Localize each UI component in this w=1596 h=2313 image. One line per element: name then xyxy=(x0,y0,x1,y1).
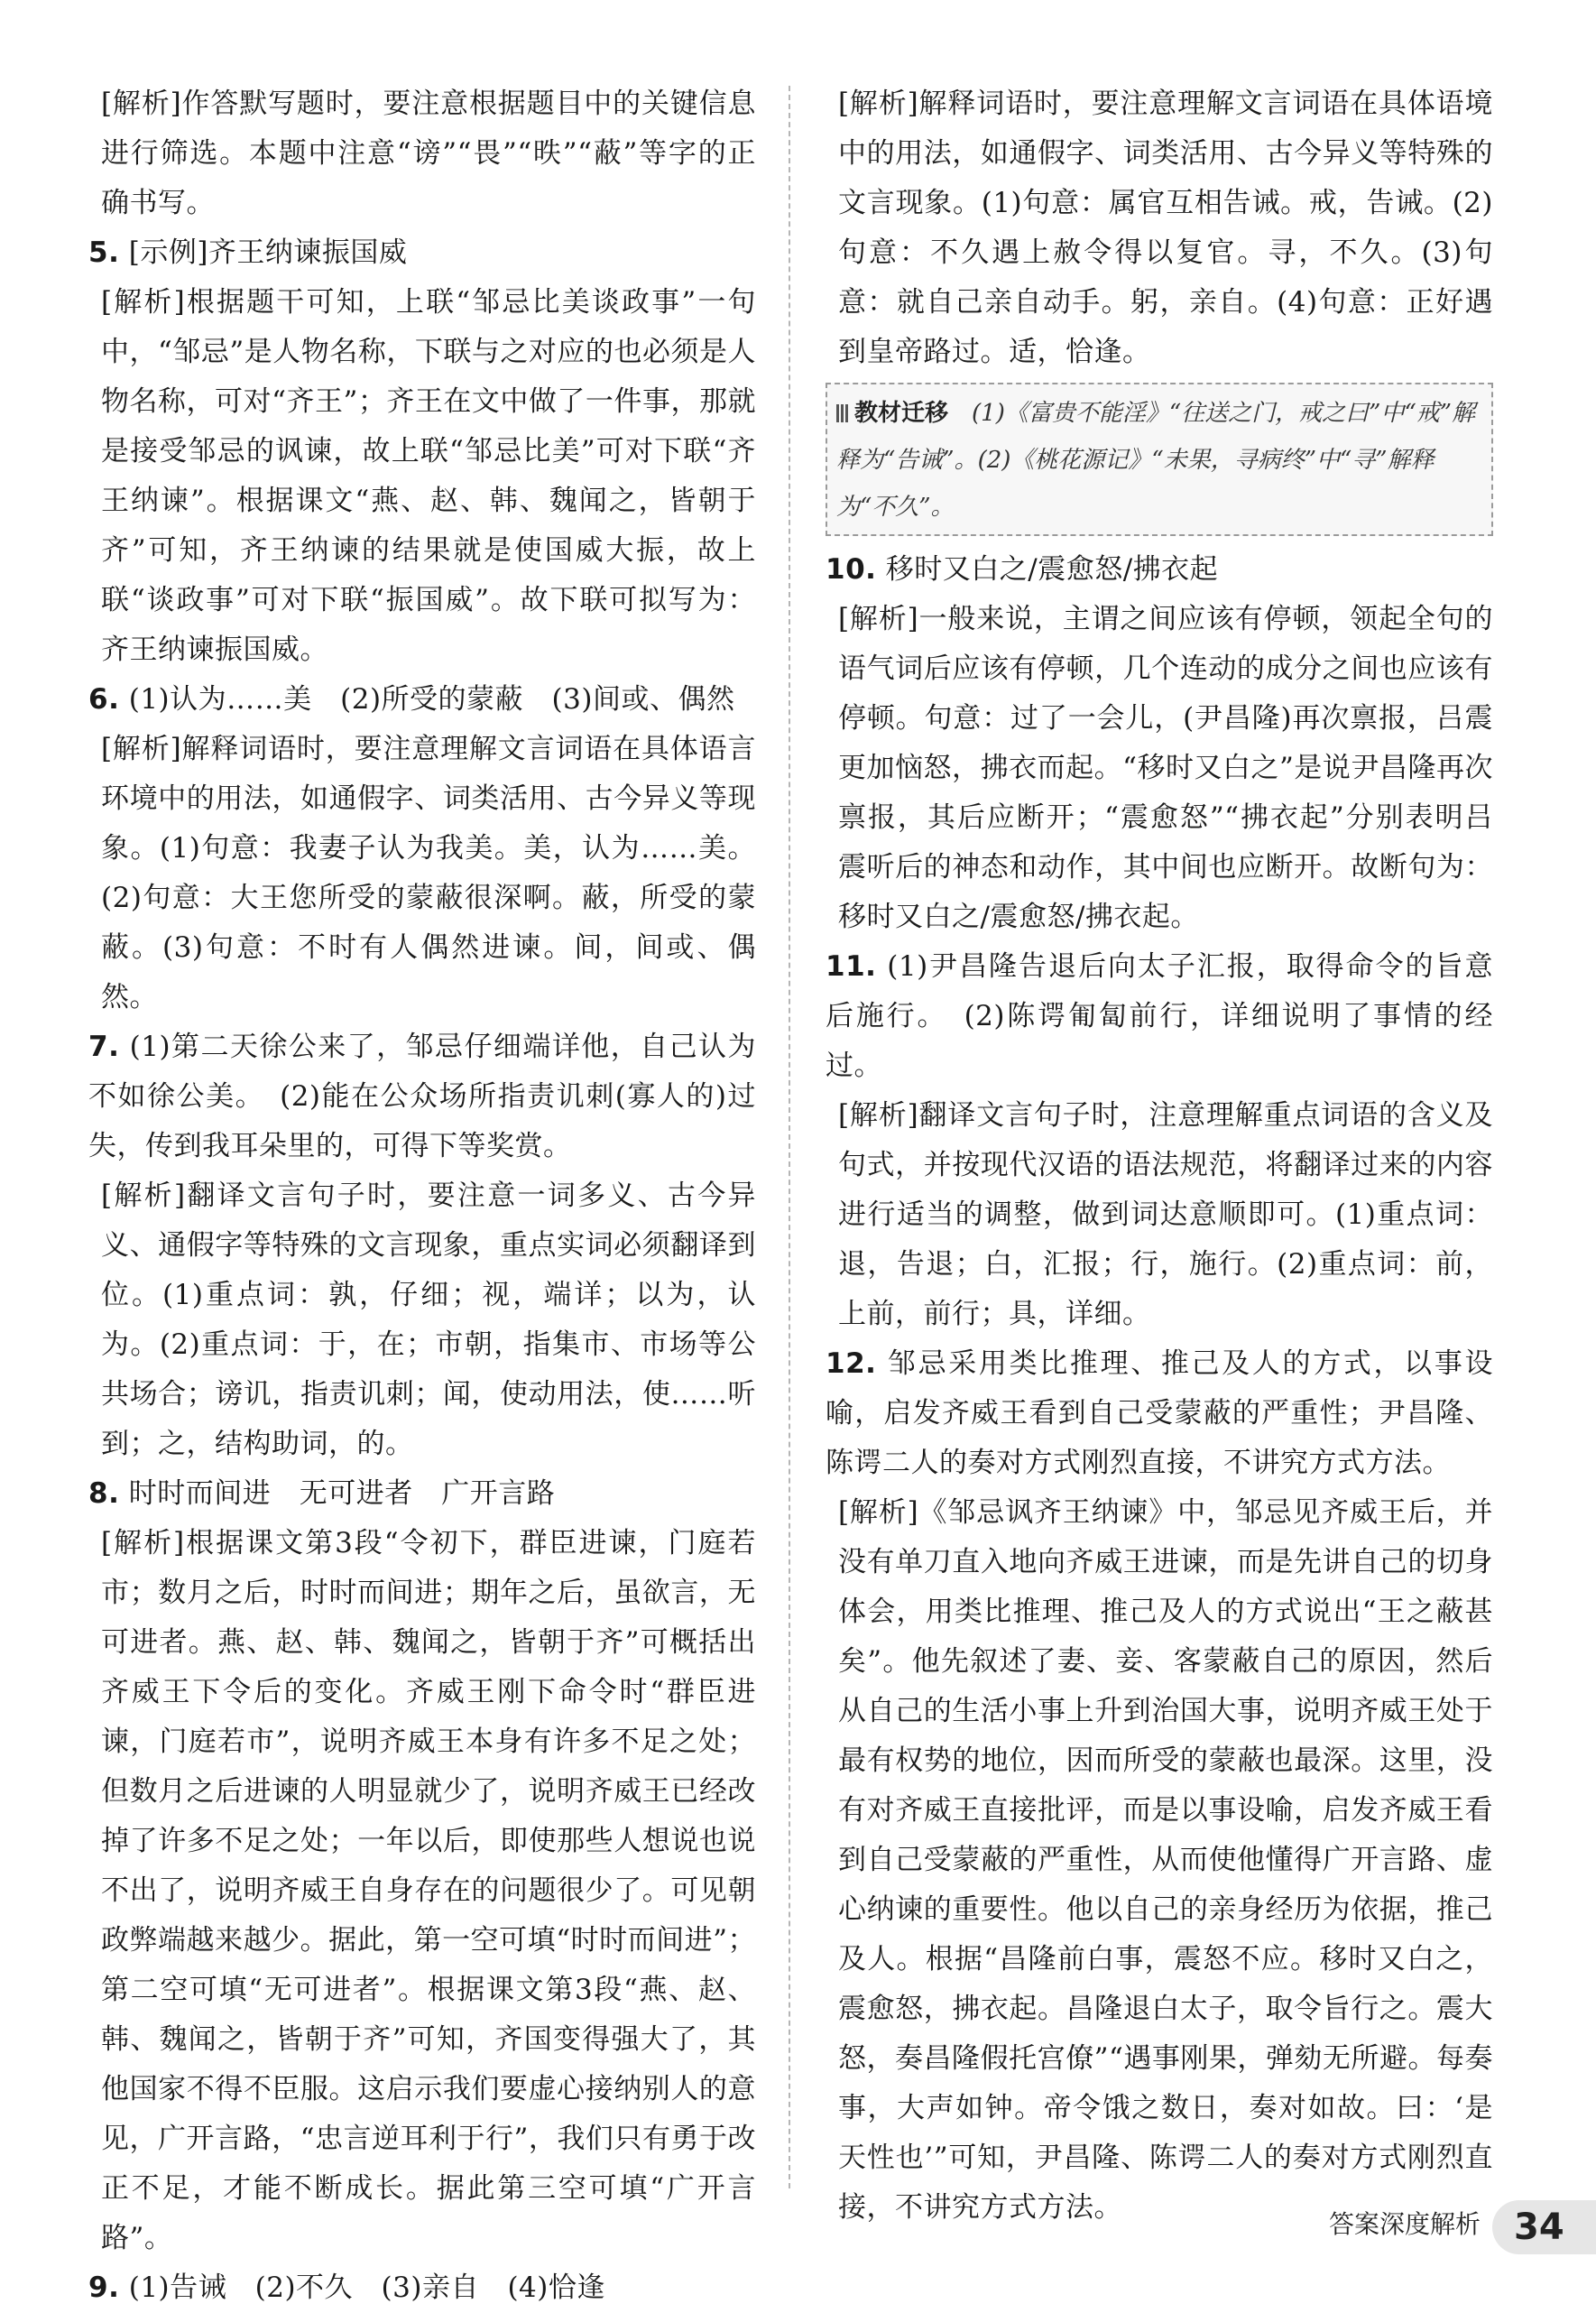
question-number: 9. xyxy=(88,2271,120,2304)
answer-analysis: [解析]根据题干可知，上联“邹忌比美谈政事”一句中，“邹忌”是人物名称，下联与之对应的也必须是人物名称，可对“齐王”；齐王在文中做了一件事，那就是接受邹忌的讽谏，故上联“邹忌比美”可对下联“齐王纳谏”。根据课文“燕、赵、韩、魏闻之，皆朝于齐”可知，齐王纳谏的结果就是使国威大振，故上联“谈政事”可对下联“振国威”。故下联可拟写为：齐王纳谏振国威。 xyxy=(101,286,756,666)
box-title: 教材迁移 xyxy=(854,400,949,427)
answer-analysis: [解析]《邹忌讽齐王纳谏》中，邹忌见齐威王后，并没有单刀直入地向齐威王进谏，而是先讲自己的切身体会，用类比推理、推己及人的方式说出“王之蔽甚矣”。他先叙述了妻、妾、客蒙蔽自己的原因，然后从自己的生活小事上升到治国大事，说明齐威王处于最有权势的地位，因而所受的蒙蔽也最深。这里，没有对齐威王直接批评，而是以事设喻，启发齐威王看到自己受蒙蔽的严重性，从而使他懂得广开言路、虚心纳谏的重要性。他以自己的亲身经历为依据，推己及人。根据“昌隆前白事，震怒不应。移时又白之，震愈怒，拂衣起。昌隆退白太子，取令旨行之。震大怒，奏昌隆假托宫僚”“遇事刚果，弹劾无所避。每奏事，大声如钟。帝令饿之数日，奏对如故。曰：‘是天性也’”可知，尹昌隆、陈谔二人的奏对方式刚烈直接，不讲究方式方法。 xyxy=(838,1496,1493,2224)
footer-label: 答案深度解析 xyxy=(1328,2209,1481,2239)
answer-item: 11. (1)尹昌隆告退后向太子汇报，取得命令的旨意后施行。 (2)陈谔匍匐前行，详细说明了事情的经过。 xyxy=(826,950,1493,1082)
answer-analysis: [解析]一般来说，主谓之间应该有停顿，领起全句的语气词后应该有停顿，几个连动的成分之间也应该有停顿。句意：过了一会儿，(尹昌隆)再次禀报，吕震更加恼怒，拂衣而起。“移时又白之”是说尹昌隆再次禀报，其后应断开；“震愈怒”“拂衣起”分别表明吕震听后的神态和动作，其中间也应断开。故断句为：移时又白之/震愈怒/拂衣起。 xyxy=(838,603,1493,933)
question-number: 11. xyxy=(826,950,877,983)
answer-item: 6. (1)认为……美 (2)所受的蒙蔽 (3)间或、偶然 xyxy=(88,683,735,716)
answer-item: 7. (1)第二天徐公来了，邹忌仔细端详他，自己认为不如徐公美。 (2)能在公众场所指责讥刺(寡人的)过失，传到我耳朵里的，可得下等奖赏。 xyxy=(88,1031,756,1162)
right-column xyxy=(826,79,1493,2233)
question-number: 6. xyxy=(88,683,120,716)
answer-item: 8. 时时而间进 无可进者 广开言路 xyxy=(88,1477,556,1510)
question-number: 7. xyxy=(88,1031,120,1063)
question-number: 8. xyxy=(88,1477,120,1510)
answer-analysis: [解析]翻译文言句子时，要注意一词多义、古今异义、通假字等特殊的文言现象，重点实词必须翻译到位。(1)重点词：孰，仔细；视，端详；以为，认为。(2)重点词：于，在；市朝，指集市、市场等公共场合；谤讥，指责讥刺；闻，使动用法，使……听到；之，结构助词，的。 xyxy=(101,1180,756,1460)
answer-item: 10. 移时又白之/震愈怒/拂衣起 xyxy=(826,553,1219,586)
answer-item: 9. (1)告诫 (2)不久 (3)亲自 (4)恰逢 xyxy=(88,2271,605,2304)
answer-analysis: [解析]作答默写题时，要注意根据题目中的关键信息进行筛选。本题中注意“谤”“畏”“昳”“蔽”等字的正确书写。 xyxy=(101,88,756,219)
answer-analysis: [解析]解释词语时，要注意理解文言词语在具体语言环境中的用法，如通假字、词类活用、古今异义等现象。(1)句意：我妻子认为我美。美，认为……美。(2)句意：大王您所受的蒙蔽很深啊。蔽，所受的蒙蔽。(3)句意：不时有人偶然进谏。间，间或、偶然。 xyxy=(101,733,756,1013)
column-divider xyxy=(789,86,790,2188)
answer-item: 12. 邹忌采用类比推理、推己及人的方式，以事设喻，启发齐威王看到自己受蒙蔽的严重性；尹昌隆、陈谔二人的奏对方式刚烈直接，不讲究方式方法。 xyxy=(826,1347,1493,1479)
page-number: 34 xyxy=(1492,2200,1596,2254)
answer-analysis: [解析]解释词语时，要注意理解文言词语在具体语境中的用法，如通假字、词类活用、古今异义等特殊的文言现象。(1)句意：属官互相告诫。戒，告诫。(2)句意：不久遇上赦令得以复官。寻，不久。(3)句意：就自己亲自动手。躬，亲自。(4)句意：正好遇到皇帝路过。适，恰逢。 xyxy=(838,88,1493,368)
answer-item: 5. [示例]齐王纳谏振国威 xyxy=(88,236,408,269)
question-number: 12. xyxy=(826,1347,877,1380)
question-number: 5. xyxy=(88,236,120,269)
box-text: (1)《富贵不能淫》“往送之门，戒之曰”中“戒”解释为“告诫”。(2)《桃花源记》“未果，寻病终”中“寻”解释为“不久”。 xyxy=(836,400,1476,521)
left-column xyxy=(88,79,756,2313)
textbook-transfer-box xyxy=(826,383,1493,536)
answer-analysis: [解析]翻译文言句子时，注意理解重点词语的含义及句式，并按现代汉语的语法规范，将翻译过来的内容进行适当的调整，做到词达意顺即可。(1)重点词：退，告退；白，汇报；行，施行。(2)重点词：前，上前，前行；具，详细。 xyxy=(838,1099,1493,1330)
stripe-icon xyxy=(836,404,849,422)
answer-analysis: [解析]根据课文第3段“令初下，群臣进谏，门庭若市；数月之后，时时而间进；期年之后，虽欲言，无可进者。燕、赵、韩、魏闻之，皆朝于齐”可概括出齐威王下令后的变化。齐威王刚下命令时“群臣进谏，门庭若市”，说明齐威王本身有许多不足之处；但数月之后进谏的人明显就少了，说明齐威王已经改掉了许多不足之处；一年以后，即使那些人想说也说不出了，说明齐威王自身存在的问题很少了。可见朝政弊端越来越少。据此，第一空可填“时时而间进”；第二空可填“无可进者”。根据课文第3段“燕、赵、韩、魏闻之，皆朝于齐”可知，齐国变得强大了，其他国家不得不臣服。这启示我们要虚心接纳别人的意见，广开言路，“忠言逆耳利于行”，我们只有勇于改正不足，才能不断成长。据此第三空可填“广开言路”。 xyxy=(101,1527,756,2254)
question-number: 10. xyxy=(826,553,877,586)
